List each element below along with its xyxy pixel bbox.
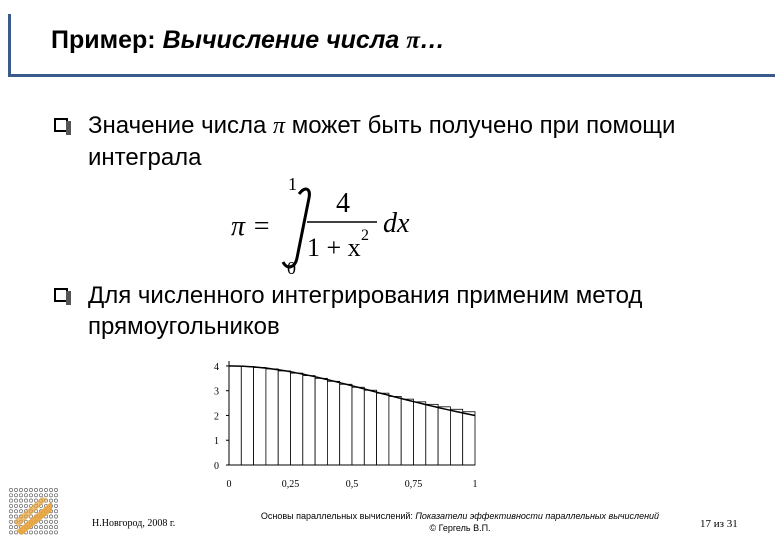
checkbox-bullet-icon	[54, 288, 68, 302]
chart-bar	[352, 387, 364, 465]
title-pi: π	[406, 27, 420, 54]
x-tick-label: 0	[226, 479, 232, 490]
pi-symbol: π	[273, 113, 286, 139]
rectangle-method-chart	[195, 355, 485, 500]
chart-bar	[254, 367, 266, 465]
x-tick-label: 0,75	[404, 479, 423, 490]
page-counter: 17 из 31	[700, 518, 738, 530]
title-ellipsis: …	[419, 26, 445, 54]
formula-numerator: 4	[336, 188, 350, 219]
formula-upper-limit: 1	[288, 174, 297, 194]
chart-bar	[340, 384, 352, 465]
chart-bar	[241, 366, 253, 465]
formula-denominator: 1 + x	[307, 233, 361, 262]
chart-bar	[377, 393, 389, 465]
formula-lower-limit: 0	[287, 258, 296, 278]
bullet-text: Для численного интегрирования применим метод прямоугольников	[88, 282, 643, 340]
chart-bar	[303, 376, 315, 465]
chart-bar	[463, 412, 475, 465]
y-tick-label: 3	[214, 386, 219, 398]
chart-bar	[315, 378, 327, 465]
x-tick-label: 0,25	[281, 479, 300, 490]
chart-bar	[364, 390, 376, 465]
chart-bar	[438, 407, 450, 465]
title-plain: Пример:	[51, 26, 163, 54]
slide-title	[51, 26, 445, 55]
x-tick-label: 1	[472, 479, 478, 490]
chart-bar	[327, 381, 339, 465]
formula-exponent: 2	[361, 227, 369, 244]
bullet-rectangles	[54, 280, 734, 342]
y-tick-label: 2	[214, 411, 219, 423]
chart-bar	[389, 396, 401, 465]
bullet-text: Значение числа π может быть получено при помощи интеграла	[88, 112, 676, 171]
chart-bar	[401, 399, 413, 465]
pi-integral-formula	[225, 172, 485, 282]
y-tick-label: 1	[214, 436, 219, 448]
university-logo-icon	[8, 487, 60, 537]
chart-bar	[278, 371, 290, 465]
y-tick-label: 4	[214, 361, 219, 373]
chart-bar	[414, 402, 426, 465]
footer-course: Основы параллельных вычислений: Показатели эффективности параллельных вычислений © Гергель В.П.	[260, 511, 660, 533]
x-tick-label: 0,5	[345, 479, 359, 490]
title-italic: Вычисление числа	[162, 26, 407, 54]
checkbox-bullet-icon	[54, 118, 68, 132]
chart-bar	[229, 366, 241, 465]
title-frame	[8, 14, 775, 77]
y-tick-label: 0	[214, 461, 219, 472]
bullet-integral	[54, 110, 734, 173]
formula-lhs: π =	[231, 211, 271, 242]
footer-location: Н.Новгород, 2008 г.	[92, 518, 176, 529]
integral-sign-icon	[283, 189, 309, 267]
chart-bar	[426, 404, 438, 465]
formula-differential: dx	[383, 208, 410, 239]
chart-bar	[450, 409, 462, 465]
chart-bar	[291, 373, 303, 465]
chart-bar	[266, 369, 278, 465]
